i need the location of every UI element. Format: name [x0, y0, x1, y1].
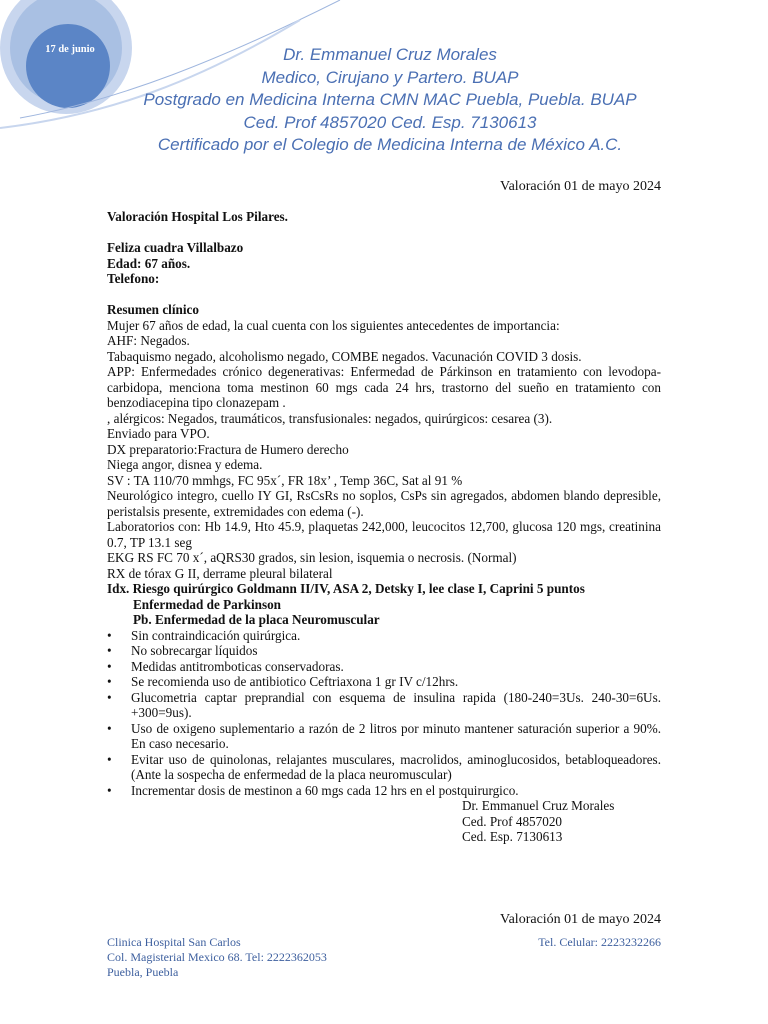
footer-address — [107, 935, 327, 980]
summary-line: EKG RS FC 70 x´, aQRS30 grados, sin lesion, isquemia o necrosis. (Normal) — [107, 550, 517, 565]
list-item: • No sobrecargar líquidos — [107, 643, 258, 658]
date-circle — [26, 24, 110, 108]
patient-phone: Telefono: — [107, 271, 160, 286]
bullet-icon: • — [107, 627, 112, 643]
postgrad-line: Postgrado en Medicina Interna CMN MAC Puebla, Puebla. BUAP — [143, 90, 637, 109]
patient-age: Edad: 67 años. — [107, 255, 191, 271]
summary-line: Mujer 67 años de edad, la cual cuenta con los siguientes antecedentes de importancia: — [107, 317, 560, 333]
letterhead — [110, 44, 670, 157]
bullet-icon: • — [107, 689, 112, 705]
clinic-address: Col. Magisterial Mexico 68. Tel: 2222362053 — [107, 950, 327, 964]
footer-valuation-date: Valoración 01 de mayo 2024 — [500, 912, 661, 927]
recommendations-list — [107, 628, 661, 799]
patient-name: Feliza cuadra Villalbazo — [107, 240, 244, 255]
bullet-icon: • — [107, 751, 112, 767]
doctor-title: Medico, Cirujano y Partero. BUAP — [261, 67, 519, 87]
diagnosis-line: Enfermedad de Parkinson — [133, 596, 282, 612]
summary-line: Laboratorios con: Hb 14.9, Hto 45.9, plaquetas 242,000, leucocitos 12,700, glucosa 120 mgs, creatinina 0.7, TP 13.1 seg — [107, 519, 661, 550]
signature-name: Dr. Emmanuel Cruz Morales — [462, 798, 615, 813]
footer-phone: Tel. Celular: 2223232266 — [538, 935, 661, 949]
document-body — [107, 209, 661, 845]
list-item: • Glucometria captar preprandial con esquema de insulina rapida (180-240=3Us. 240-30=6Us. +300=9us). — [107, 689, 661, 720]
summary-line: RX de tórax G II, derrame pleural bilateral — [107, 565, 333, 581]
hospital-title: Valoración Hospital Los Pilares. — [107, 209, 288, 224]
summary-line: Enviado para VPO. — [107, 426, 210, 441]
clinic-city: Puebla, Puebla — [107, 965, 179, 979]
summary-heading: Resumen clínico — [107, 302, 199, 317]
diagnosis-line: Pb. Enfermedad de la placa Neuromuscular — [133, 612, 380, 627]
signature-ced-esp: Ced. Esp. 7130613 — [462, 829, 563, 844]
summary-line: Tabaquismo negado, alcoholismo negado, COMBE negados. Vacunación COVID 3 dosis. — [107, 348, 582, 364]
bullet-icon: • — [107, 720, 112, 736]
summary-line: Neurológico integro, cuello IY GI, RsCsRs no soplos, CsPs sin agregados, abdomen blando depresible, peristalsis presente, extremidades con edema (-). — [107, 488, 661, 519]
list-item: • Se recomienda uso de antibiotico Ceftriaxona 1 gr IV c/12hrs. — [107, 674, 459, 689]
signature-block — [107, 798, 661, 845]
list-item: • Evitar uso de quinolonas, relajantes musculares, macrolidos, aminoglucosidos, betabloqueadores. (Ante la sospecha de enfermedad de la placa neuromuscular) — [107, 751, 661, 782]
summary-line: SV : TA 110/70 mmhgs, FC 95x´, FR 18x’ , Temp 36C, Sat al 91 % — [107, 472, 463, 488]
list-item: • Sin contraindicación quirúrgica. — [107, 627, 301, 643]
signature-ced-prof: Ced. Prof 4857020 — [462, 813, 563, 829]
cedula-line: Ced. Prof 4857020 Ced. Esp. 7130613 — [243, 112, 537, 132]
bullet-icon: • — [107, 658, 112, 674]
list-item: • Incrementar dosis de mestinon a 60 mgs cada 12 hrs en el postquirurgico. — [107, 782, 519, 798]
list-item: • Uso de oxigeno suplementario a razón de 2 litros por minuto mantener saturación superior a 90%. En caso necesario. — [107, 720, 661, 751]
summary-line: AHF: Negados. — [107, 333, 190, 348]
summary-line: DX preparatorio:Fractura de Humero derecho — [107, 441, 349, 457]
diagnosis-main: Idx. Riesgo quirúrgico Goldmann II/IV, ASA 2, Detsky I, lee clase I, Caprini 5 puntos — [107, 581, 585, 596]
bullet-icon: • — [107, 643, 112, 658]
summary-line: APP: Enfermedades crónico degenerativas: Enfermedad de Párkinson en tratamiento con levodopa-carbidopa, menciona toma mestinon 60 mgs cada 24 hrs, trastorno del sueño en tratamiento con benzodiacepina tipo clonazepam . — [107, 364, 661, 410]
valuation-date: Valoración 01 de mayo 2024 — [500, 179, 661, 194]
doctor-name: Dr. Emmanuel Cruz Morales — [283, 45, 497, 64]
bullet-icon: • — [107, 782, 112, 798]
clinic-name: Clinica Hospital San Carlos — [107, 935, 241, 949]
certification-line: Certificado por el Colegio de Medicina Interna de México A.C. — [157, 135, 623, 154]
bullet-icon: • — [107, 674, 112, 689]
summary-line: , alérgicos: Negados, traumáticos, transfusionales: negados, quirúrgicos: cesarea (3). — [107, 410, 553, 426]
summary-line: Niega angor, disnea y edema. — [107, 457, 263, 472]
circle-date: 17 de junio — [45, 44, 95, 55]
list-item: • Medidas antitromboticas conservadoras. — [107, 658, 344, 674]
